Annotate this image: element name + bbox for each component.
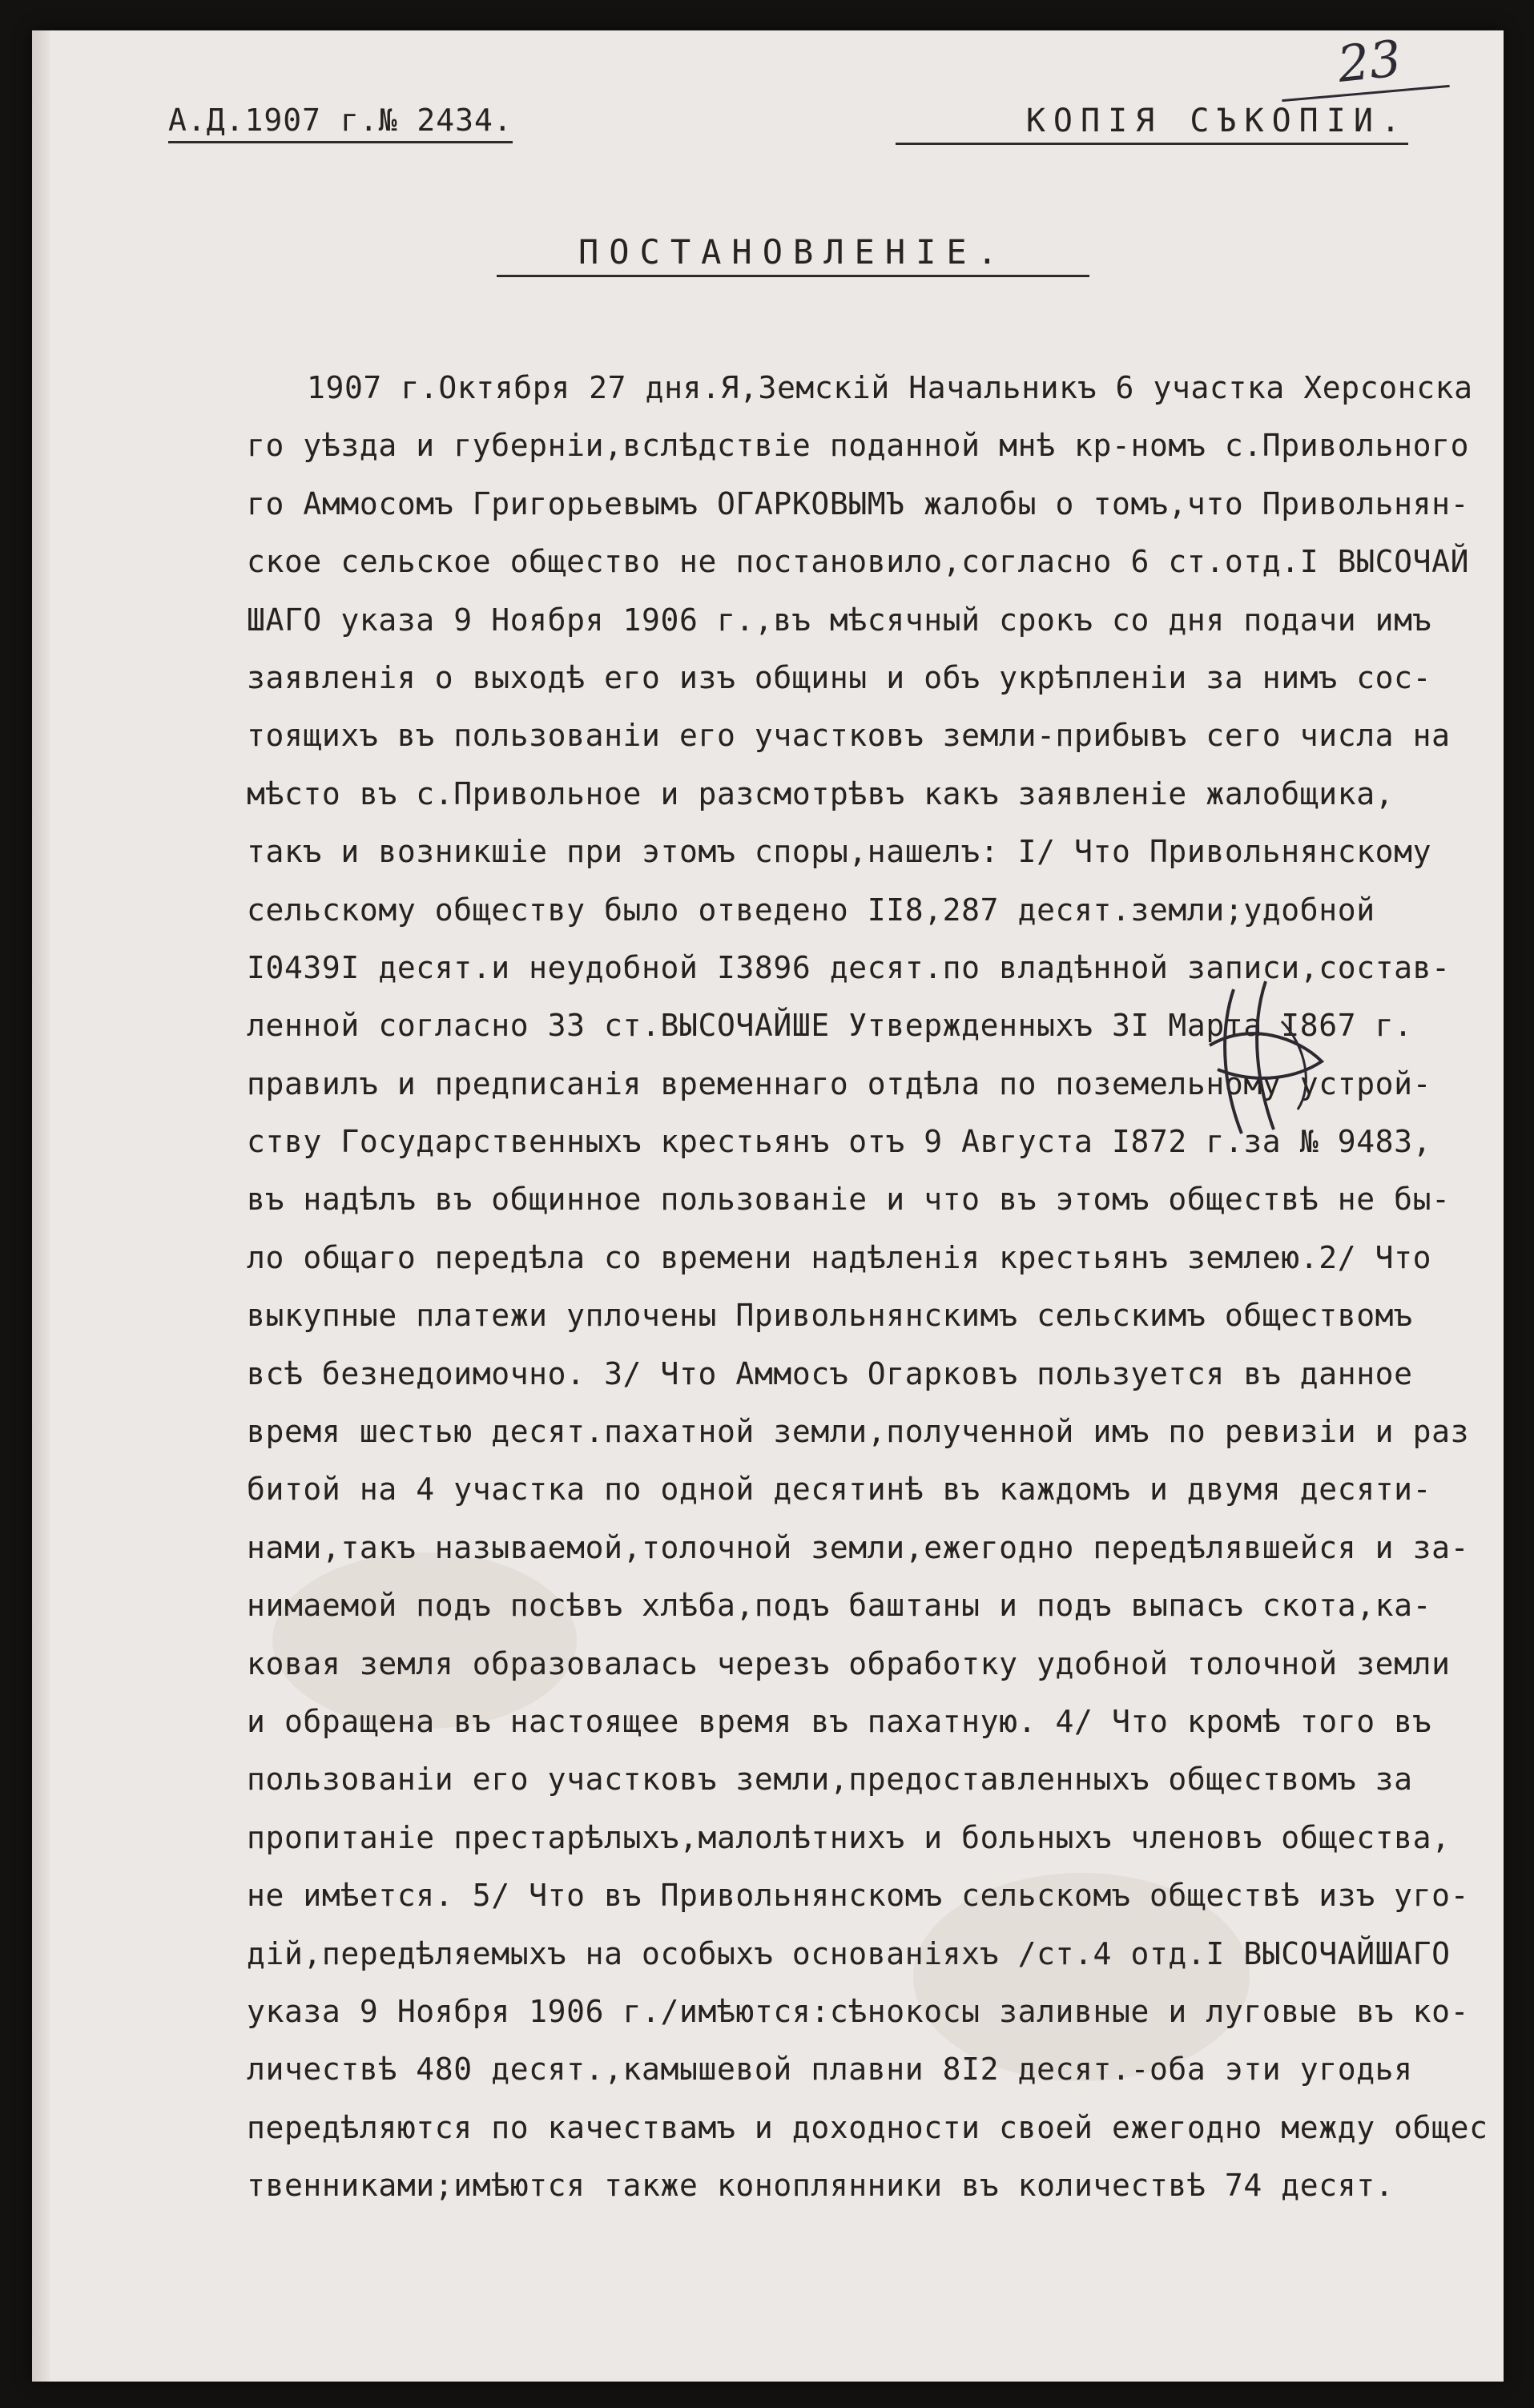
document-body — [207, 359, 1488, 2215]
body-line: тоящихъ въ пользованіи его участковъ земли-прибывъ сего числа на — [247, 718, 1451, 754]
body-line: правилъ и предписанія временнаго отдѣла по поземельному устрой- — [247, 1065, 1432, 1101]
body-line: 1907 г.Октября 27 дня.Я,Земскій Начальникъ 6 участка Херсонска — [307, 370, 1473, 405]
copy-mark: КОПІЯ СЪКОПІИ. — [896, 103, 1408, 145]
body-line: сельскому обществу было отведено II8,287 десят.земли;удобной — [247, 892, 1375, 928]
body-line: ское сельское общество не постановило,согласно 6 ст.отд.I ВЫСОЧАЙ — [247, 544, 1470, 580]
body-line: нимаемой подъ посѣвъ хлѣба,подъ баштаны и подъ выпасъ скота,ка- — [247, 1588, 1432, 1624]
body-line: и обращена въ настоящее время въ пахатную. 4/ Что кромѣ того въ — [247, 1703, 1432, 1739]
body-line: го уѣзда и губерніи,вслѣдствіе поданной мнѣ кр-номъ с.Привольного — [247, 428, 1470, 464]
body-line: ленной согласно 33 ст.ВЫСОЧАЙШЕ Утвержденныхъ 3I Марта I867 г. — [247, 1008, 1413, 1044]
body-line: пропитаніе престарѣлыхъ,малолѣтнихъ и больныхъ членовъ общества, — [247, 1819, 1451, 1855]
document-title: ПОСТАНОВЛЕНІЕ. — [497, 232, 1089, 277]
body-line: такъ и возникшіе при этомъ споры,нашелъ: I/ Что Привольнянскому — [247, 834, 1432, 870]
body-line: го Аммосомъ Григорьевымъ ОГАРКОВЫМЪ жалобы о томъ,что Привольнян- — [247, 485, 1470, 521]
body-line: дій,передѣляемыхъ на особыхъ основаніяхъ /ст.4 отд.I ВЫСОЧАЙШАГО — [247, 1935, 1451, 1971]
paper-edge — [32, 30, 50, 2382]
body-line: время шестью десят.пахатной земли,полученной имъ по ревизіи и раз — [247, 1414, 1470, 1450]
body-line: передѣляются по качествамъ и доходности своей ежегодно между общес — [247, 2109, 1488, 2145]
body-line: битой на 4 участка по одной десятинѣ въ каждомъ и двумя десяти- — [247, 1472, 1432, 1508]
body-line: ШАГО указа 9 Ноября 1906 г.,въ мѣсячный срокъ со дня подачи имъ — [247, 602, 1432, 638]
body-line: ству Государственныхъ крестьянъ отъ 9 Августа I872 г.за № 9483, — [247, 1124, 1432, 1160]
body-line: твенниками;имѣются также коноплянники въ количествѣ 74 десят. — [247, 2168, 1395, 2204]
body-line: личествѣ 480 десят.,камышевой плавни 8I2 десят.-оба эти угодья — [247, 2052, 1413, 2088]
body-line: всѣ безнедоимочно. 3/ Что Аммосъ Огарковъ пользуется въ данное — [247, 1355, 1413, 1391]
body-line: указа 9 Ноября 1906 г./имѣются:сѣнокосы заливные и луговые въ ко- — [247, 1993, 1470, 2029]
handwritten-signature-mark — [1186, 973, 1346, 1142]
body-line: въ надѣлъ въ общинное пользованіе и что въ этомъ обществѣ не бы- — [247, 1182, 1451, 1218]
body-line: мѣсто въ с.Привольное и разсмотрѣвъ какъ заявленіе жалобщика, — [247, 775, 1395, 811]
body-line: заявленія о выходѣ его изъ общины и объ укрѣпленіи за нимъ сос- — [247, 659, 1432, 695]
body-line: нами,такъ называемой,толочной земли,ежегодно передѣлявшейся и за- — [247, 1529, 1470, 1565]
body-line: пользованіи его участковъ земли,предоставленныхъ обществомъ за — [247, 1762, 1413, 1798]
body-line: ло общаго передѣла со времени надѣленія крестьянъ землею.2/ Что — [247, 1239, 1432, 1275]
document-reference: А.Д.1907 г.№ 2434. — [168, 103, 513, 143]
handwritten-page-number: 23 — [1335, 29, 1404, 94]
body-line: I0439I десят.и неудобной I3896 десят.по владѣнной записи,состав- — [247, 949, 1451, 985]
body-line: ковая земля образовалась черезъ обработку удобной толочной земли — [247, 1645, 1451, 1681]
body-line: не имѣется. 5/ Что въ Привольнянскомъ сельскомъ обществѣ изъ уго- — [247, 1878, 1470, 1914]
body-line: выкупные платежи уплочены Привольнянскимъ сельскимъ обществомъ — [247, 1298, 1413, 1334]
